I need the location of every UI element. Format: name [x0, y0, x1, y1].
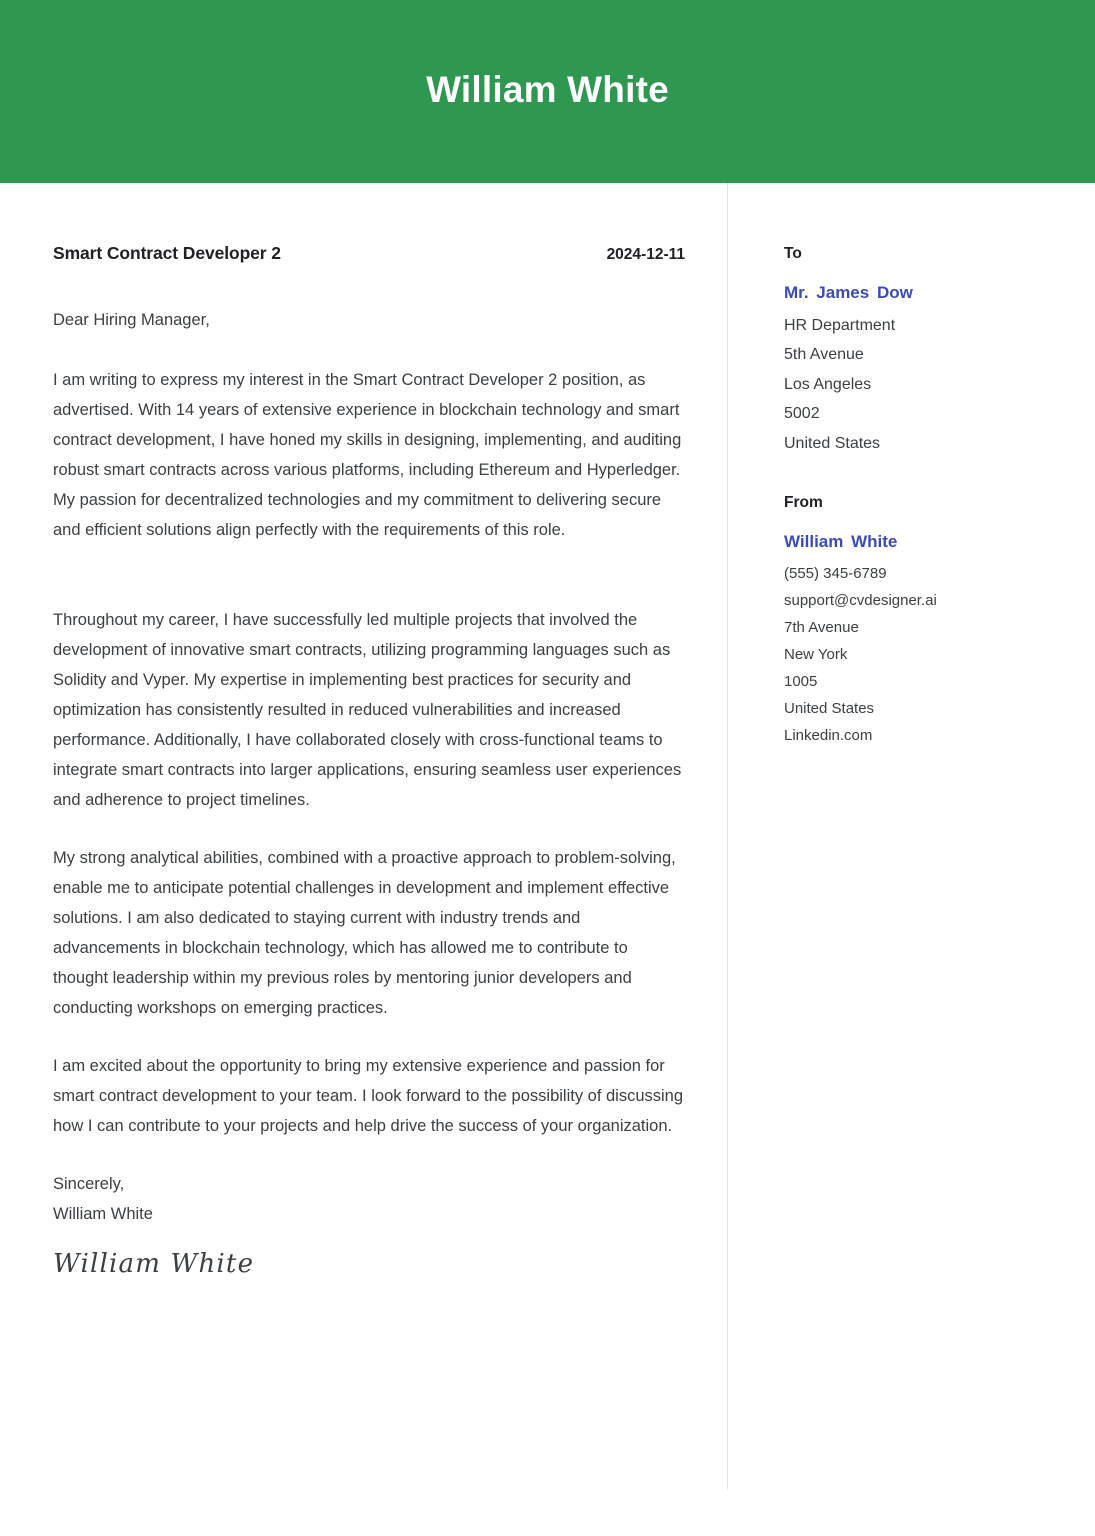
- recipient-line: 5002: [784, 405, 820, 423]
- letter-main-column: [0, 183, 727, 1280]
- letter-paragraph-2: Throughout my career, I have successfully led multiple projects that involved the development of innovative smart contracts, utilizing programming languages such as Solidity and Vyper. My expertise in implementing best practices for security and optimization has consistently resulted in reduced vulnerabilities and increased performance. Additionally, I have collaborated closely with cross-functional teams to integrate smart contracts into larger applications, ensuring seamless user experiences and adherence to project timelines.: [53, 611, 682, 809]
- letter-closing: [53, 1169, 685, 1229]
- header-banner: [0, 0, 1095, 183]
- sender-street: 7th Avenue: [784, 619, 859, 637]
- sender-name: William White: [784, 532, 898, 552]
- page-title: William White: [426, 69, 669, 110]
- letter-header-row: [53, 243, 685, 264]
- from-heading: From: [784, 494, 823, 512]
- contact-sidebar: [728, 183, 1095, 749]
- recipient-line: HR Department: [784, 316, 896, 334]
- sender-city: New York: [784, 646, 848, 664]
- recipient-line: United States: [784, 434, 881, 452]
- sender-block: [784, 494, 1071, 749]
- recipient-line: 5th Avenue: [784, 346, 864, 364]
- job-title: Smart Contract Developer 2: [53, 243, 281, 263]
- sender-email: support@cvdesigner.ai: [784, 592, 937, 610]
- sender-linkedin: Linkedin.com: [784, 727, 873, 745]
- letter-paragraph-3: My strong analytical abilities, combined with a proactive approach to problem-solving, enable me to anticipate potential challenges in development and implement effective solutions. I am also dedicated to staying current with industry trends and advancements in blockchain technology, which has allowed me to contribute to thought leadership within my previous roles by mentoring junior developers and conducting workshops on emerging practices.: [53, 849, 676, 1017]
- sender-country: United States: [784, 700, 875, 718]
- closing-name: William White: [53, 1205, 153, 1223]
- recipient-line: Los Angeles: [784, 375, 872, 393]
- sender-postcode: 1005: [784, 673, 818, 691]
- letter-paragraph-1: I am writing to express my interest in the Smart Contract Developer 2 position, as advertised. With 14 years of extensive experience in blockchain technology and smart contract development, I have honed my skills in designing, implementing, and auditing robust smart contracts across various platforms, including Ethereum and Hyperledger. My passion for decentralized technologies and my commitment to delivering secure and efficient solutions align perfectly with the requirements of this role.: [53, 371, 682, 539]
- closing-salutation: Sincerely,: [53, 1175, 125, 1193]
- sender-phone: (555) 345-6789: [784, 565, 887, 583]
- letter-paragraph-4: I am excited about the opportunity to bring my extensive experience and passion for smart contract development to your team. I look forward to the possibility of discussing how I can contribute to your projects and help drive the success of your organization.: [53, 1057, 684, 1135]
- salutation: Dear Hiring Manager,: [53, 311, 210, 329]
- recipient-name: Mr. James Dow: [784, 283, 913, 302]
- signature: William White: [53, 1249, 255, 1279]
- letter-body-wrap: [0, 183, 1095, 1536]
- recipient-block: [784, 245, 1071, 458]
- letter-date: 2024-12-11: [606, 246, 685, 263]
- to-heading: To: [784, 245, 802, 262]
